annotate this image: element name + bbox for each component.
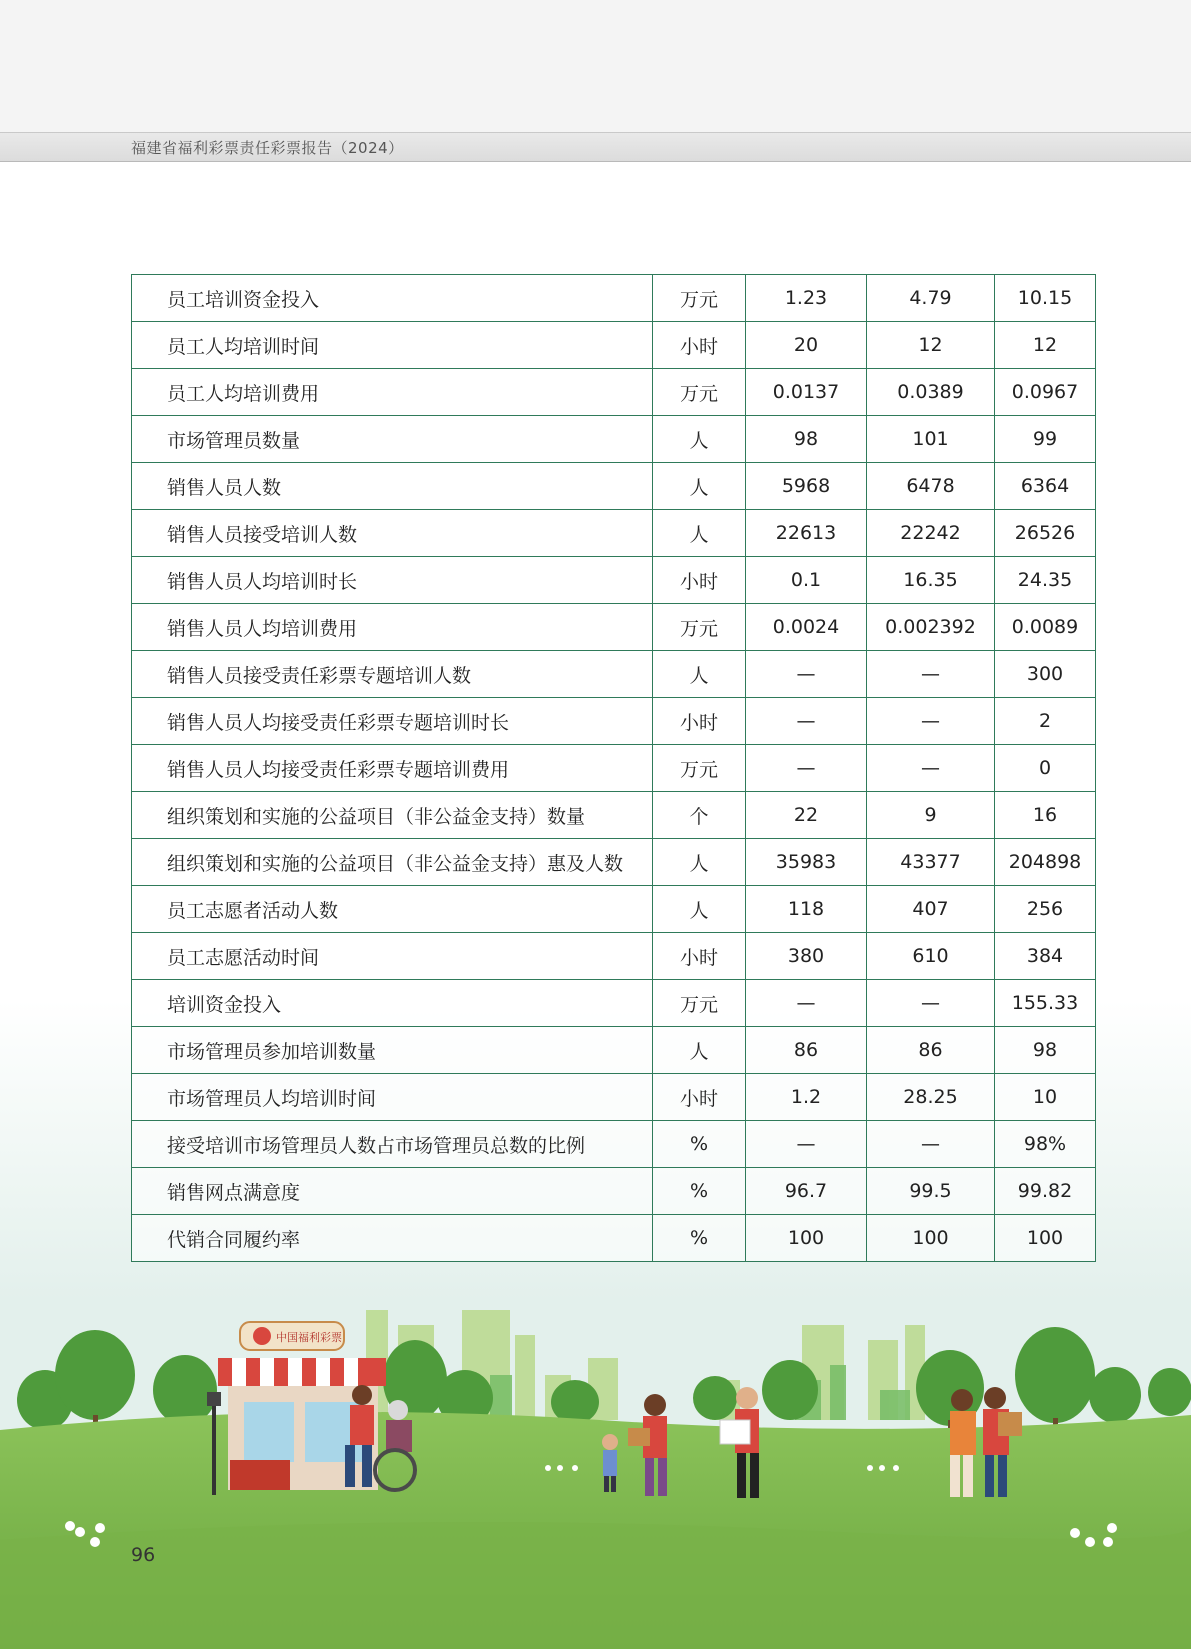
value-cell-col3: 26526 bbox=[995, 510, 1096, 557]
value-cell-col2: 407 bbox=[867, 886, 995, 933]
item-cell: 培训资金投入 bbox=[132, 980, 653, 1027]
value-cell-col1: 5968 bbox=[746, 463, 867, 510]
table-row bbox=[132, 369, 1096, 416]
value-cell-col2: 22242 bbox=[867, 510, 995, 557]
running-header bbox=[0, 132, 1191, 162]
value-cell-col2: 9 bbox=[867, 792, 995, 839]
value-cell-col1: 20 bbox=[746, 322, 867, 369]
item-cell: 市场管理员数量 bbox=[132, 416, 653, 463]
table-row bbox=[132, 1215, 1096, 1262]
item-cell: 市场管理员人均培训时间 bbox=[132, 1074, 653, 1121]
grass-foreground bbox=[0, 1522, 1191, 1649]
value-cell-col2: — bbox=[867, 1121, 995, 1168]
table-row bbox=[132, 1074, 1096, 1121]
value-cell-col2: 101 bbox=[867, 416, 995, 463]
value-cell-col1: 0.0024 bbox=[746, 604, 867, 651]
value-cell-col1: 98 bbox=[746, 416, 867, 463]
value-cell-col3: 155.33 bbox=[995, 980, 1096, 1027]
value-cell-col3: 100 bbox=[995, 1215, 1096, 1262]
table-row bbox=[132, 322, 1096, 369]
item-cell: 销售人员接受培训人数 bbox=[132, 510, 653, 557]
unit-cell: 小时 bbox=[653, 1074, 746, 1121]
table-row bbox=[132, 792, 1096, 839]
value-cell-col2: — bbox=[867, 980, 995, 1027]
unit-cell: 个 bbox=[653, 792, 746, 839]
value-cell-col3: 256 bbox=[995, 886, 1096, 933]
item-cell: 员工志愿活动时间 bbox=[132, 933, 653, 980]
item-cell: 员工人均培训费用 bbox=[132, 369, 653, 416]
table-body bbox=[132, 275, 1096, 1262]
table-row bbox=[132, 1121, 1096, 1168]
value-cell-col3: 10 bbox=[995, 1074, 1096, 1121]
table-row bbox=[132, 933, 1096, 980]
value-cell-col3: 99 bbox=[995, 416, 1096, 463]
value-cell-col2: 100 bbox=[867, 1215, 995, 1262]
unit-cell: 人 bbox=[653, 463, 746, 510]
unit-cell: 人 bbox=[653, 839, 746, 886]
table-row bbox=[132, 980, 1096, 1027]
item-cell: 接受培训市场管理员人数占市场管理员总数的比例 bbox=[132, 1121, 653, 1168]
value-cell-col3: 300 bbox=[995, 651, 1096, 698]
value-cell-col1: 100 bbox=[746, 1215, 867, 1262]
item-cell: 代销合同履约率 bbox=[132, 1215, 653, 1262]
item-cell: 员工培训资金投入 bbox=[132, 275, 653, 322]
unit-cell: 小时 bbox=[653, 698, 746, 745]
value-cell-col1: — bbox=[746, 651, 867, 698]
value-cell-col1: 22613 bbox=[746, 510, 867, 557]
item-cell: 销售人员人均接受责任彩票专题培训费用 bbox=[132, 745, 653, 792]
item-cell: 员工志愿者活动人数 bbox=[132, 886, 653, 933]
footer-illustration bbox=[0, 1280, 1191, 1649]
item-cell: 组织策划和实施的公益项目（非公益金支持）数量 bbox=[132, 792, 653, 839]
value-cell-col1: 22 bbox=[746, 792, 867, 839]
value-cell-col3: 12 bbox=[995, 322, 1096, 369]
value-cell-col2: 0.002392 bbox=[867, 604, 995, 651]
value-cell-col1: 0.1 bbox=[746, 557, 867, 604]
value-cell-col2: — bbox=[867, 698, 995, 745]
item-cell: 市场管理员参加培训数量 bbox=[132, 1027, 653, 1074]
item-cell: 销售人员人均培训费用 bbox=[132, 604, 653, 651]
table-row bbox=[132, 886, 1096, 933]
value-cell-col1: 1.23 bbox=[746, 275, 867, 322]
unit-cell: % bbox=[653, 1215, 746, 1262]
item-cell: 销售网点满意度 bbox=[132, 1168, 653, 1215]
unit-cell: 小时 bbox=[653, 557, 746, 604]
value-cell-col2: 86 bbox=[867, 1027, 995, 1074]
value-cell-col1: 86 bbox=[746, 1027, 867, 1074]
value-cell-col3: 16 bbox=[995, 792, 1096, 839]
unit-cell: 万元 bbox=[653, 369, 746, 416]
data-table bbox=[131, 274, 1096, 1262]
value-cell-col1: — bbox=[746, 745, 867, 792]
unit-cell: % bbox=[653, 1168, 746, 1215]
table-row bbox=[132, 463, 1096, 510]
table-row bbox=[132, 1027, 1096, 1074]
table-row bbox=[132, 510, 1096, 557]
value-cell-col3: 98% bbox=[995, 1121, 1096, 1168]
shop-sign: 中国福利彩票 bbox=[276, 1331, 342, 1344]
table-row bbox=[132, 698, 1096, 745]
report-title: 福建省福利彩票责任彩票报告（2024） bbox=[131, 139, 404, 157]
unit-cell: 人 bbox=[653, 886, 746, 933]
value-cell-col2: — bbox=[867, 651, 995, 698]
table-row bbox=[132, 275, 1096, 322]
value-cell-col2: 6478 bbox=[867, 463, 995, 510]
top-margin bbox=[0, 0, 1191, 132]
item-cell: 销售人员人均接受责任彩票专题培训时长 bbox=[132, 698, 653, 745]
value-cell-col1: — bbox=[746, 1121, 867, 1168]
value-cell-col1: 35983 bbox=[746, 839, 867, 886]
page-number: 96 bbox=[131, 1544, 156, 1566]
value-cell-col3: 0.0089 bbox=[995, 604, 1096, 651]
value-cell-col3: 2 bbox=[995, 698, 1096, 745]
table-row bbox=[132, 557, 1096, 604]
unit-cell: 人 bbox=[653, 416, 746, 463]
value-cell-col2: 16.35 bbox=[867, 557, 995, 604]
item-cell: 销售人员人数 bbox=[132, 463, 653, 510]
value-cell-col1: — bbox=[746, 980, 867, 1027]
lottery-logo-icon bbox=[253, 1327, 271, 1345]
table-row bbox=[132, 604, 1096, 651]
value-cell-col3: 98 bbox=[995, 1027, 1096, 1074]
value-cell-col3: 384 bbox=[995, 933, 1096, 980]
unit-cell: % bbox=[653, 1121, 746, 1168]
unit-cell: 万元 bbox=[653, 275, 746, 322]
value-cell-col2: 28.25 bbox=[867, 1074, 995, 1121]
value-cell-col1: 96.7 bbox=[746, 1168, 867, 1215]
value-cell-col3: 10.15 bbox=[995, 275, 1096, 322]
unit-cell: 小时 bbox=[653, 322, 746, 369]
table-row bbox=[132, 839, 1096, 886]
value-cell-col2: — bbox=[867, 745, 995, 792]
value-cell-col1: 380 bbox=[746, 933, 867, 980]
value-cell-col2: 0.0389 bbox=[867, 369, 995, 416]
item-cell: 销售人员接受责任彩票专题培训人数 bbox=[132, 651, 653, 698]
unit-cell: 万元 bbox=[653, 604, 746, 651]
table-row bbox=[132, 1168, 1096, 1215]
unit-cell: 小时 bbox=[653, 933, 746, 980]
value-cell-col3: 6364 bbox=[995, 463, 1096, 510]
unit-cell: 万元 bbox=[653, 980, 746, 1027]
table-row bbox=[132, 745, 1096, 792]
unit-cell: 人 bbox=[653, 510, 746, 557]
unit-cell: 万元 bbox=[653, 745, 746, 792]
unit-cell: 人 bbox=[653, 651, 746, 698]
value-cell-col2: 43377 bbox=[867, 839, 995, 886]
table-row bbox=[132, 651, 1096, 698]
value-cell-col1: 1.2 bbox=[746, 1074, 867, 1121]
value-cell-col3: 0 bbox=[995, 745, 1096, 792]
value-cell-col1: 0.0137 bbox=[746, 369, 867, 416]
value-cell-col3: 204898 bbox=[995, 839, 1096, 886]
item-cell: 销售人员人均培训时长 bbox=[132, 557, 653, 604]
item-cell: 员工人均培训时间 bbox=[132, 322, 653, 369]
item-cell: 组织策划和实施的公益项目（非公益金支持）惠及人数 bbox=[132, 839, 653, 886]
value-cell-col3: 24.35 bbox=[995, 557, 1096, 604]
value-cell-col3: 0.0967 bbox=[995, 369, 1096, 416]
value-cell-col2: 12 bbox=[867, 322, 995, 369]
value-cell-col3: 99.82 bbox=[995, 1168, 1096, 1215]
value-cell-col2: 610 bbox=[867, 933, 995, 980]
unit-cell: 人 bbox=[653, 1027, 746, 1074]
value-cell-col2: 4.79 bbox=[867, 275, 995, 322]
value-cell-col1: — bbox=[746, 698, 867, 745]
value-cell-col1: 118 bbox=[746, 886, 867, 933]
value-cell-col2: 99.5 bbox=[867, 1168, 995, 1215]
table-row bbox=[132, 416, 1096, 463]
